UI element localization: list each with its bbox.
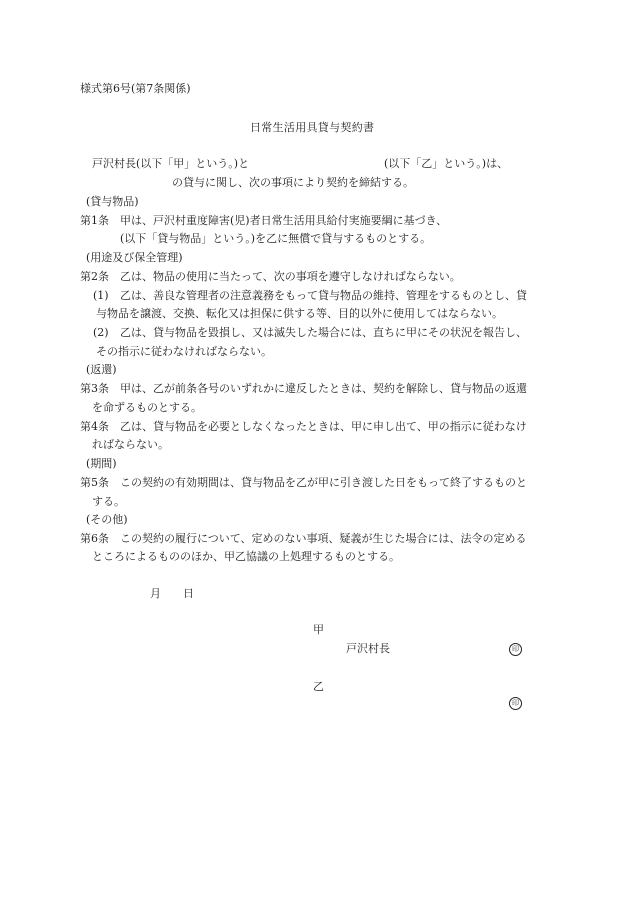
document-title: 日常生活用具貸与契約書 — [250, 121, 375, 134]
article-6-number: 第6条 — [80, 532, 109, 545]
article-4-line-2: ればならない。 — [92, 438, 169, 451]
preamble-line-1 — [92, 155, 249, 174]
party-b-seal — [509, 694, 522, 713]
preamble-part-1: 戸沢村長(以下「甲」という。)と — [92, 157, 250, 170]
item-2-line-1: 乙は、貸与物品を毀損し、又は滅失した場合には、直ちに甲にその状況を報告し、 — [120, 326, 527, 339]
form-number: 様式第6号(第7条関係) — [80, 82, 191, 95]
article-6-line-2: ところによるもののほか、甲乙協議の上処理するものとする。 — [92, 550, 400, 563]
party-a-seal — [509, 640, 522, 659]
article-3-line-2: を命ずるものとする。 — [92, 401, 202, 414]
article-5-line-1: この契約の有効期間は、貸与物品を乙が甲に引き渡した日をもって終了するものと — [120, 476, 527, 489]
preamble-part-3: の貸与に関し、次の事項により契約を締結する。 — [172, 176, 414, 189]
item-2-line-2: その指示に従わなければならない。 — [96, 345, 272, 358]
preamble-part-2: (以下「乙」という。)は、 — [384, 157, 509, 170]
article-5-line-2: する。 — [92, 495, 125, 508]
party-a-label: 甲 — [313, 623, 324, 636]
section-heading-other: (その他) — [86, 513, 128, 526]
item-2-number: (2) — [93, 326, 109, 339]
article-1-line-1: 甲は、戸沢村重度障害(児)者日常生活用具給付実施要綱に基づき、 — [120, 214, 448, 227]
section-heading-usage: (用途及び保全管理) — [86, 251, 183, 264]
item-1-number: (1) — [93, 289, 109, 302]
seal-icon: 印 — [509, 643, 522, 656]
article-4-line-1: 乙は、貸与物品を必要としなくなったときは、甲に申し出て、甲の指示に従わなけ — [120, 420, 527, 433]
party-b-label: 乙 — [313, 680, 324, 693]
date-day-label: 日 — [183, 587, 194, 600]
article-1-line-2: (以下「貸与物品」という。)を乙に無償で貸与するものとする。 — [120, 232, 432, 245]
party-a-name: 戸沢村長 — [346, 642, 390, 655]
seal-icon: 印 — [509, 697, 522, 710]
article-5-number: 第5条 — [80, 476, 109, 489]
article-2-line-1: 乙は、物品の使用に当たって、次の事項を遵守しなければならない。 — [120, 270, 461, 283]
article-2-number: 第2条 — [80, 270, 109, 283]
article-3-number: 第3条 — [80, 382, 109, 395]
section-heading-loan-item: (貸与物品) — [86, 195, 139, 208]
section-heading-return: (返還) — [86, 363, 117, 376]
article-3-line-1: 甲は、乙が前条各号のいずれかに違反したときは、契約を解除し、貸与物品の返還 — [120, 382, 527, 395]
article-6-line-1: この契約の履行について、定めのない事項、疑義が生じた場合には、法令の定める — [120, 532, 527, 545]
section-heading-period: (期間) — [86, 457, 117, 470]
item-1-line-1: 乙は、善良な管理者の注意義務をもって貸与物品の維持、管理をするものとし、貸 — [120, 289, 527, 302]
article-1-number: 第1条 — [80, 214, 109, 227]
date-month-label: 月 — [150, 587, 161, 600]
item-1-line-2: 与物品を譲渡、交換、転化又は担保に供する等、目的以外に使用してはならない。 — [96, 307, 503, 320]
article-4-number: 第4条 — [80, 420, 109, 433]
